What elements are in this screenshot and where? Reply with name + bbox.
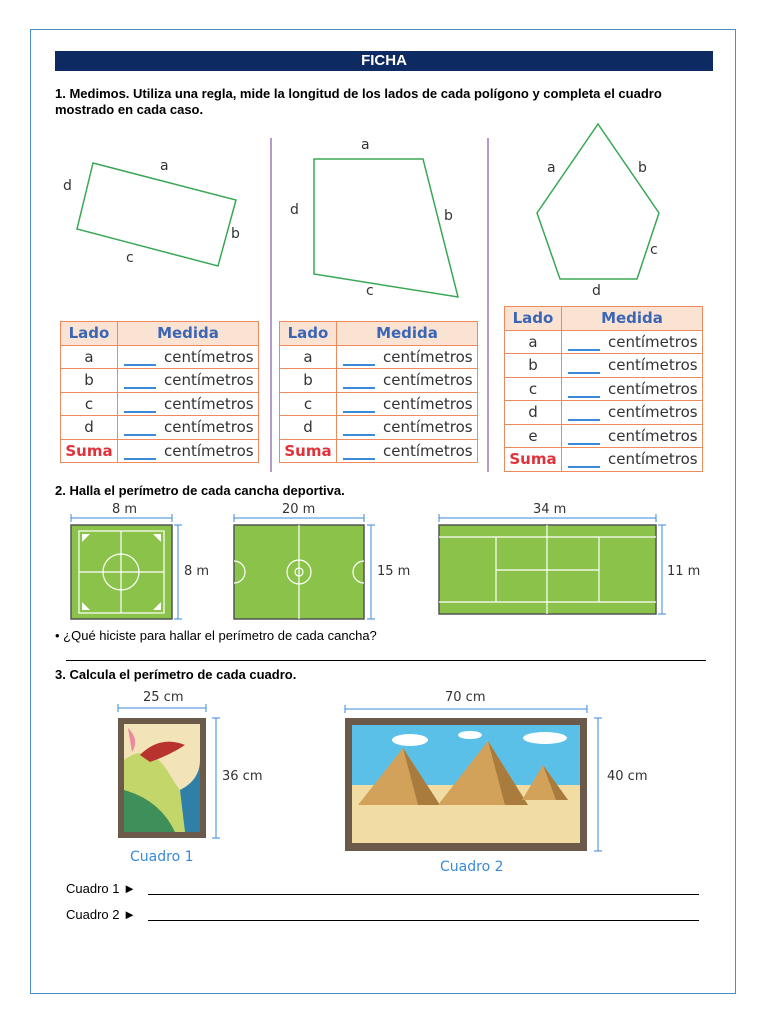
frame1-side-dim: 36 cm bbox=[222, 769, 263, 784]
question-3-text: 3. Calcula el perímetro de cada cuadro. bbox=[55, 667, 297, 682]
shape3-label-c: c bbox=[650, 242, 658, 258]
shape1-label-d: d bbox=[63, 178, 72, 194]
shape1-label-b: b bbox=[231, 226, 240, 242]
table-sum-label: Suma bbox=[505, 448, 562, 472]
frame2-side-dim: 40 cm bbox=[607, 769, 648, 784]
table-header-lado: Lado bbox=[505, 307, 562, 331]
table-header-lado: Lado bbox=[280, 322, 337, 346]
measure-cell[interactable]: centímetros bbox=[562, 330, 703, 354]
field3-top-dim: 34 m bbox=[533, 502, 567, 517]
measure-cell[interactable]: centímetros bbox=[562, 401, 703, 425]
table-row-label: d bbox=[61, 416, 118, 440]
question-1-text: 1. Medimos. Utiliza una regla, mide la longitud de los lados de cada polígono y completa el cuadro mostrado en cada caso. bbox=[55, 86, 662, 117]
shape2-label-d: d bbox=[290, 202, 299, 218]
frame1-top-dim: 25 cm bbox=[143, 690, 184, 705]
measure-cell[interactable]: centímetros bbox=[337, 392, 478, 416]
frame2-caption: Cuadro 2 bbox=[440, 859, 504, 875]
table-row-label: a bbox=[280, 345, 337, 369]
measure-cell[interactable]: centímetros bbox=[562, 424, 703, 448]
measure-cell[interactable]: centímetros bbox=[118, 392, 259, 416]
shape2-label-c: c bbox=[366, 283, 374, 299]
shape2-label-a: a bbox=[361, 137, 370, 153]
page-title: FICHA bbox=[55, 51, 713, 71]
table-row-label: d bbox=[280, 416, 337, 440]
field2-top-dim: 20 m bbox=[282, 502, 316, 517]
field2-side-dim: 15 m bbox=[377, 564, 411, 579]
question-2-followup: • ¿Qué hiciste para hallar el perímetro de cada cancha? bbox=[55, 628, 377, 643]
field1-top-dim: 8 m bbox=[112, 502, 138, 517]
table-row-label: d bbox=[505, 401, 562, 425]
table-row-label: e bbox=[505, 424, 562, 448]
measure-cell[interactable]: centímetros bbox=[118, 345, 259, 369]
measure-cell[interactable]: centímetros bbox=[562, 354, 703, 378]
sum-cell[interactable]: centímetros bbox=[337, 439, 478, 463]
answer-1-label: Cuadro 1 ► bbox=[66, 881, 136, 896]
measure-cell[interactable]: centímetros bbox=[337, 369, 478, 393]
field1-side-dim: 8 m bbox=[184, 564, 210, 579]
table-header-medida: Medida bbox=[337, 322, 478, 346]
shape3-label-a: a bbox=[547, 160, 556, 176]
table-header-medida: Medida bbox=[562, 307, 703, 331]
measure-cell[interactable]: centímetros bbox=[118, 369, 259, 393]
table-row-label: c bbox=[505, 377, 562, 401]
table-sum-label: Suma bbox=[61, 439, 118, 463]
table-row-label: c bbox=[280, 392, 337, 416]
table-header-medida: Medida bbox=[118, 322, 259, 346]
question-2-text: 2. Halla el perímetro de cada cancha deportiva. bbox=[55, 483, 345, 498]
table-row-label: a bbox=[505, 330, 562, 354]
answer-2-line[interactable] bbox=[148, 920, 699, 921]
measure-cell[interactable]: centímetros bbox=[337, 416, 478, 440]
measure-cell[interactable]: centímetros bbox=[118, 416, 259, 440]
table-sum-label: Suma bbox=[280, 439, 337, 463]
shape1-label-a: a bbox=[160, 158, 169, 174]
answer-2-label: Cuadro 2 ► bbox=[66, 907, 136, 922]
frame1-caption: Cuadro 1 bbox=[130, 849, 194, 865]
measure-cell[interactable]: centímetros bbox=[562, 377, 703, 401]
sum-cell[interactable]: centímetros bbox=[118, 439, 259, 463]
shape1-label-c: c bbox=[126, 250, 134, 266]
table-row-label: b bbox=[505, 354, 562, 378]
table-row-label: b bbox=[280, 369, 337, 393]
table-header-lado: Lado bbox=[61, 322, 118, 346]
table-row-label: c bbox=[61, 392, 118, 416]
table-row-label: b bbox=[61, 369, 118, 393]
measure-cell[interactable]: centímetros bbox=[337, 345, 478, 369]
shape3-label-d: d bbox=[592, 283, 601, 299]
shape2-label-b: b bbox=[444, 208, 453, 224]
sum-cell[interactable]: centímetros bbox=[562, 448, 703, 472]
answer-1-line[interactable] bbox=[148, 894, 699, 895]
table-row-label: a bbox=[61, 345, 118, 369]
shape3-label-b: b bbox=[638, 160, 647, 176]
frame2-top-dim: 70 cm bbox=[445, 690, 486, 705]
field3-side-dim: 11 m bbox=[667, 564, 701, 579]
